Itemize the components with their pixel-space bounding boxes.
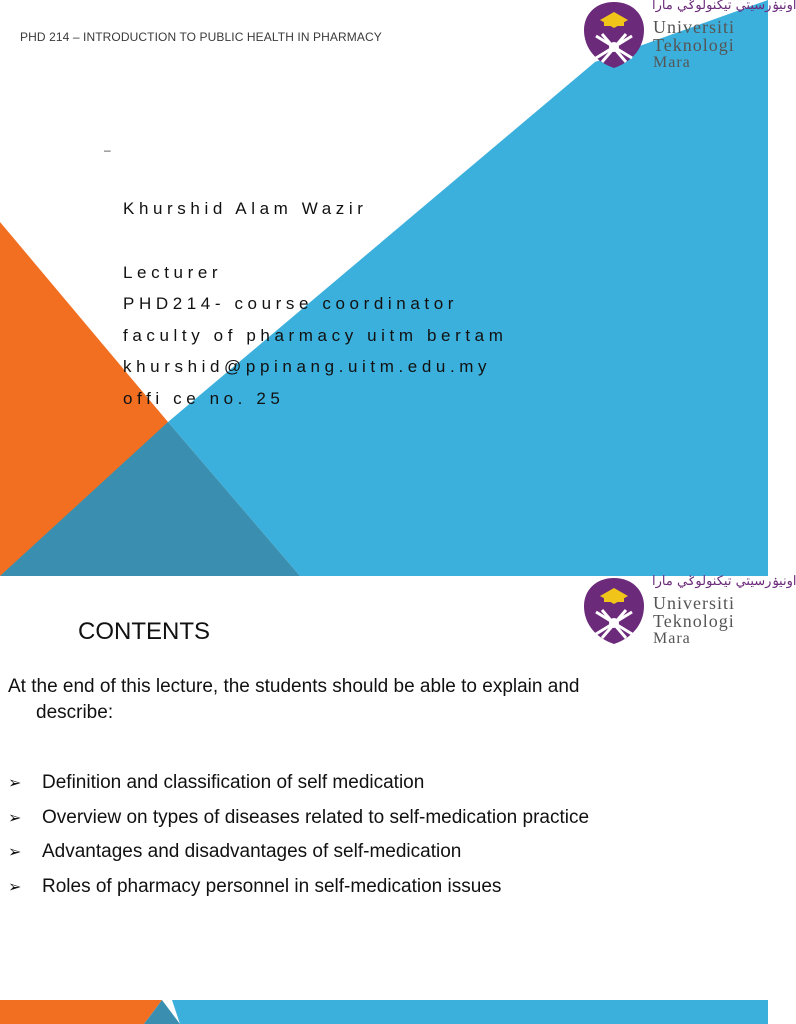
lecturer-name: Khurshid Alam Wazir xyxy=(123,199,368,218)
logo-line-3: Mara xyxy=(653,54,691,71)
list-item xyxy=(8,835,589,870)
list-item-text: Definition and classification of self medication xyxy=(42,772,425,793)
intro-line-2: describe: xyxy=(36,702,114,723)
intro-paragraph xyxy=(8,674,698,726)
uitm-logo xyxy=(582,0,796,71)
logo-line-1: Universiti xyxy=(653,593,735,613)
list-item xyxy=(8,870,589,905)
uitm-logo xyxy=(582,574,796,647)
uitm-emblem-icon xyxy=(582,0,646,70)
logo-line-2: Teknologi xyxy=(653,35,735,55)
logo-jawi-text: اونيۏرسيتي تيکنولوݢي مارا xyxy=(652,574,796,589)
objectives-list xyxy=(8,766,589,904)
arrow-bullet-icon: ➢ xyxy=(8,775,22,792)
list-item xyxy=(8,766,589,801)
list-item-text: Overview on types of diseases related to self-medication practice xyxy=(42,806,590,828)
footer-blue-bar xyxy=(172,1000,768,1024)
list-item-text: Advantages and disadvantages of self-medication xyxy=(42,841,462,862)
uitm-emblem-icon xyxy=(582,576,646,646)
logo-line-3: Mara xyxy=(653,630,691,647)
lecturer-role: Lecturer xyxy=(123,262,223,282)
contents-heading: CONTENTS xyxy=(78,618,210,645)
lecturer-office: offi ce no. 25 xyxy=(123,388,285,408)
lecturer-info xyxy=(123,193,507,414)
lecturer-email: khurshid@ppinang.uitm.edu.my xyxy=(123,357,492,376)
lecturer-course-role: PHD214- course coordinator xyxy=(123,294,459,313)
subtitle-dash: – xyxy=(104,143,111,157)
contents-slide xyxy=(0,574,796,1024)
list-item-text: Roles of pharmacy personnel in self-medication issues xyxy=(42,875,502,897)
intro-line-1: At the end of this lecture, the students should be able to explain and xyxy=(8,676,580,697)
course-title: PHD 214 – INTRODUCTION TO PUBLIC HEALTH IN PHARMACY xyxy=(20,30,382,44)
footer-orange-bar xyxy=(0,1000,162,1024)
arrow-bullet-icon: ➢ xyxy=(8,809,22,827)
lecturer-faculty: faculty of pharmacy uitm bertam xyxy=(123,325,508,345)
logo-line-2: Teknologi xyxy=(653,611,735,631)
logo-jawi-text: اونيۏرسيتي تيکنولوݢي مارا xyxy=(652,0,796,13)
logo-line-1: Universiti xyxy=(653,17,735,37)
arrow-bullet-icon: ➢ xyxy=(8,844,22,861)
list-item xyxy=(8,801,589,836)
arrow-bullet-icon: ➢ xyxy=(8,878,22,896)
